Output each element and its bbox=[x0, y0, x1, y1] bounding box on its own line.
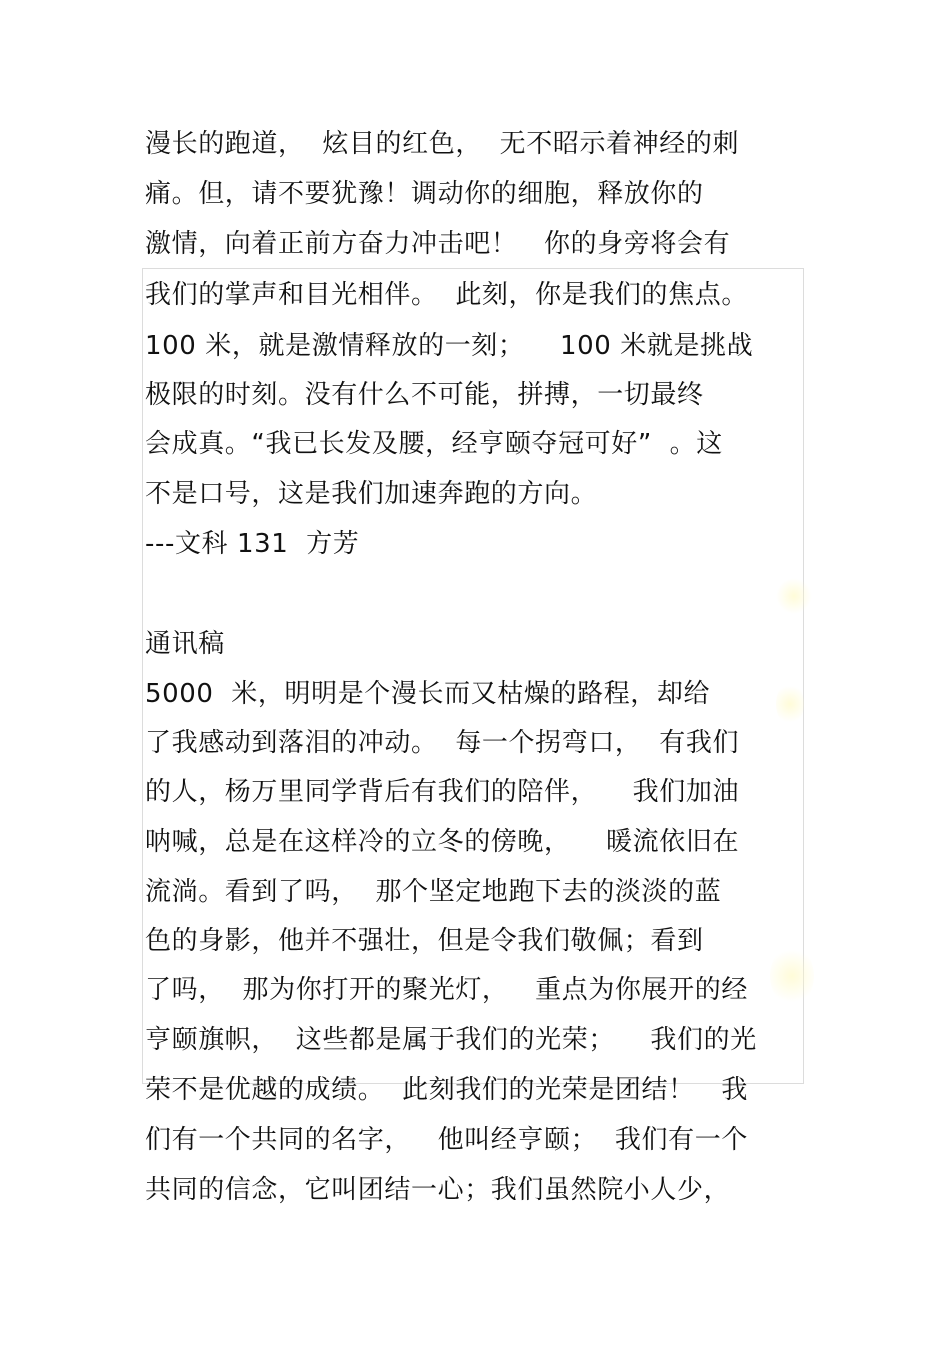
paragraph-line: 呐喊，总是在这样冷的立冬的傍晚， 暖流依旧在 bbox=[145, 827, 740, 857]
faint-highlight-mark bbox=[770, 946, 814, 1006]
paragraph-line: 极限的时刻。没有什么不可能，拼搏，一切最终 bbox=[145, 380, 704, 410]
paragraph-line: 了吗， 那为你打开的聚光灯， 重点为你展开的经 bbox=[145, 975, 748, 1005]
author-signature: ---文科 131 方芳 bbox=[145, 529, 360, 559]
paragraph-line: 我们的掌声和目光相伴。 此刻，你是我们的焦点。 bbox=[145, 280, 748, 310]
paragraph-line: 会成真。“我已长发及腰，经亨颐夺冠可好” 。这 bbox=[145, 429, 723, 459]
paragraph-line: 5000 米，明明是个漫长而又枯燥的路程，却给 bbox=[145, 679, 711, 709]
paragraph-line: 亨颐旗帜， 这些都是属于我们的光荣； 我们的光 bbox=[145, 1025, 757, 1055]
paragraph-line: 们有一个共同的名字， 他叫经亨颐； 我们有一个 bbox=[145, 1125, 748, 1155]
paragraph-line: 100 米，就是激情释放的一刻； 100 米就是挑战 bbox=[145, 331, 754, 361]
paragraph-line: 激情，向着正前方奋力冲击吧！ 你的身旁将会有 bbox=[145, 229, 731, 259]
paragraph-line: 漫长的跑道， 炫目的红色， 无不昭示着神经的刺 bbox=[145, 129, 740, 159]
paragraph-line: 痛。但，请不要犹豫！调动你的细胞，释放你的 bbox=[145, 179, 704, 209]
paragraph-line: 不是口号，这是我们加速奔跑的方向。 bbox=[145, 479, 598, 509]
faint-highlight-mark bbox=[776, 578, 812, 614]
section-heading: 通讯稿 bbox=[145, 629, 225, 659]
paragraph-line: 荣不是优越的成绩。 此刻我们的光荣是团结！ 我 bbox=[145, 1075, 748, 1105]
paragraph-line: 流淌。看到了吗， 那个坚定地跑下去的淡淡的蓝 bbox=[145, 877, 722, 907]
paragraph-line: 共同的信念，它叫团结一心；我们虽然院小人少， bbox=[145, 1175, 731, 1205]
paragraph-line: 的人，杨万里同学背后有我们的陪伴， 我们加油 bbox=[145, 777, 740, 807]
paragraph-line: 色的身影，他并不强壮，但是令我们敬佩；看到 bbox=[145, 926, 704, 956]
paragraph-line: 了我感动到落泪的冲动。 每一个拐弯口， 有我们 bbox=[145, 728, 740, 758]
faint-highlight-mark bbox=[776, 682, 804, 726]
